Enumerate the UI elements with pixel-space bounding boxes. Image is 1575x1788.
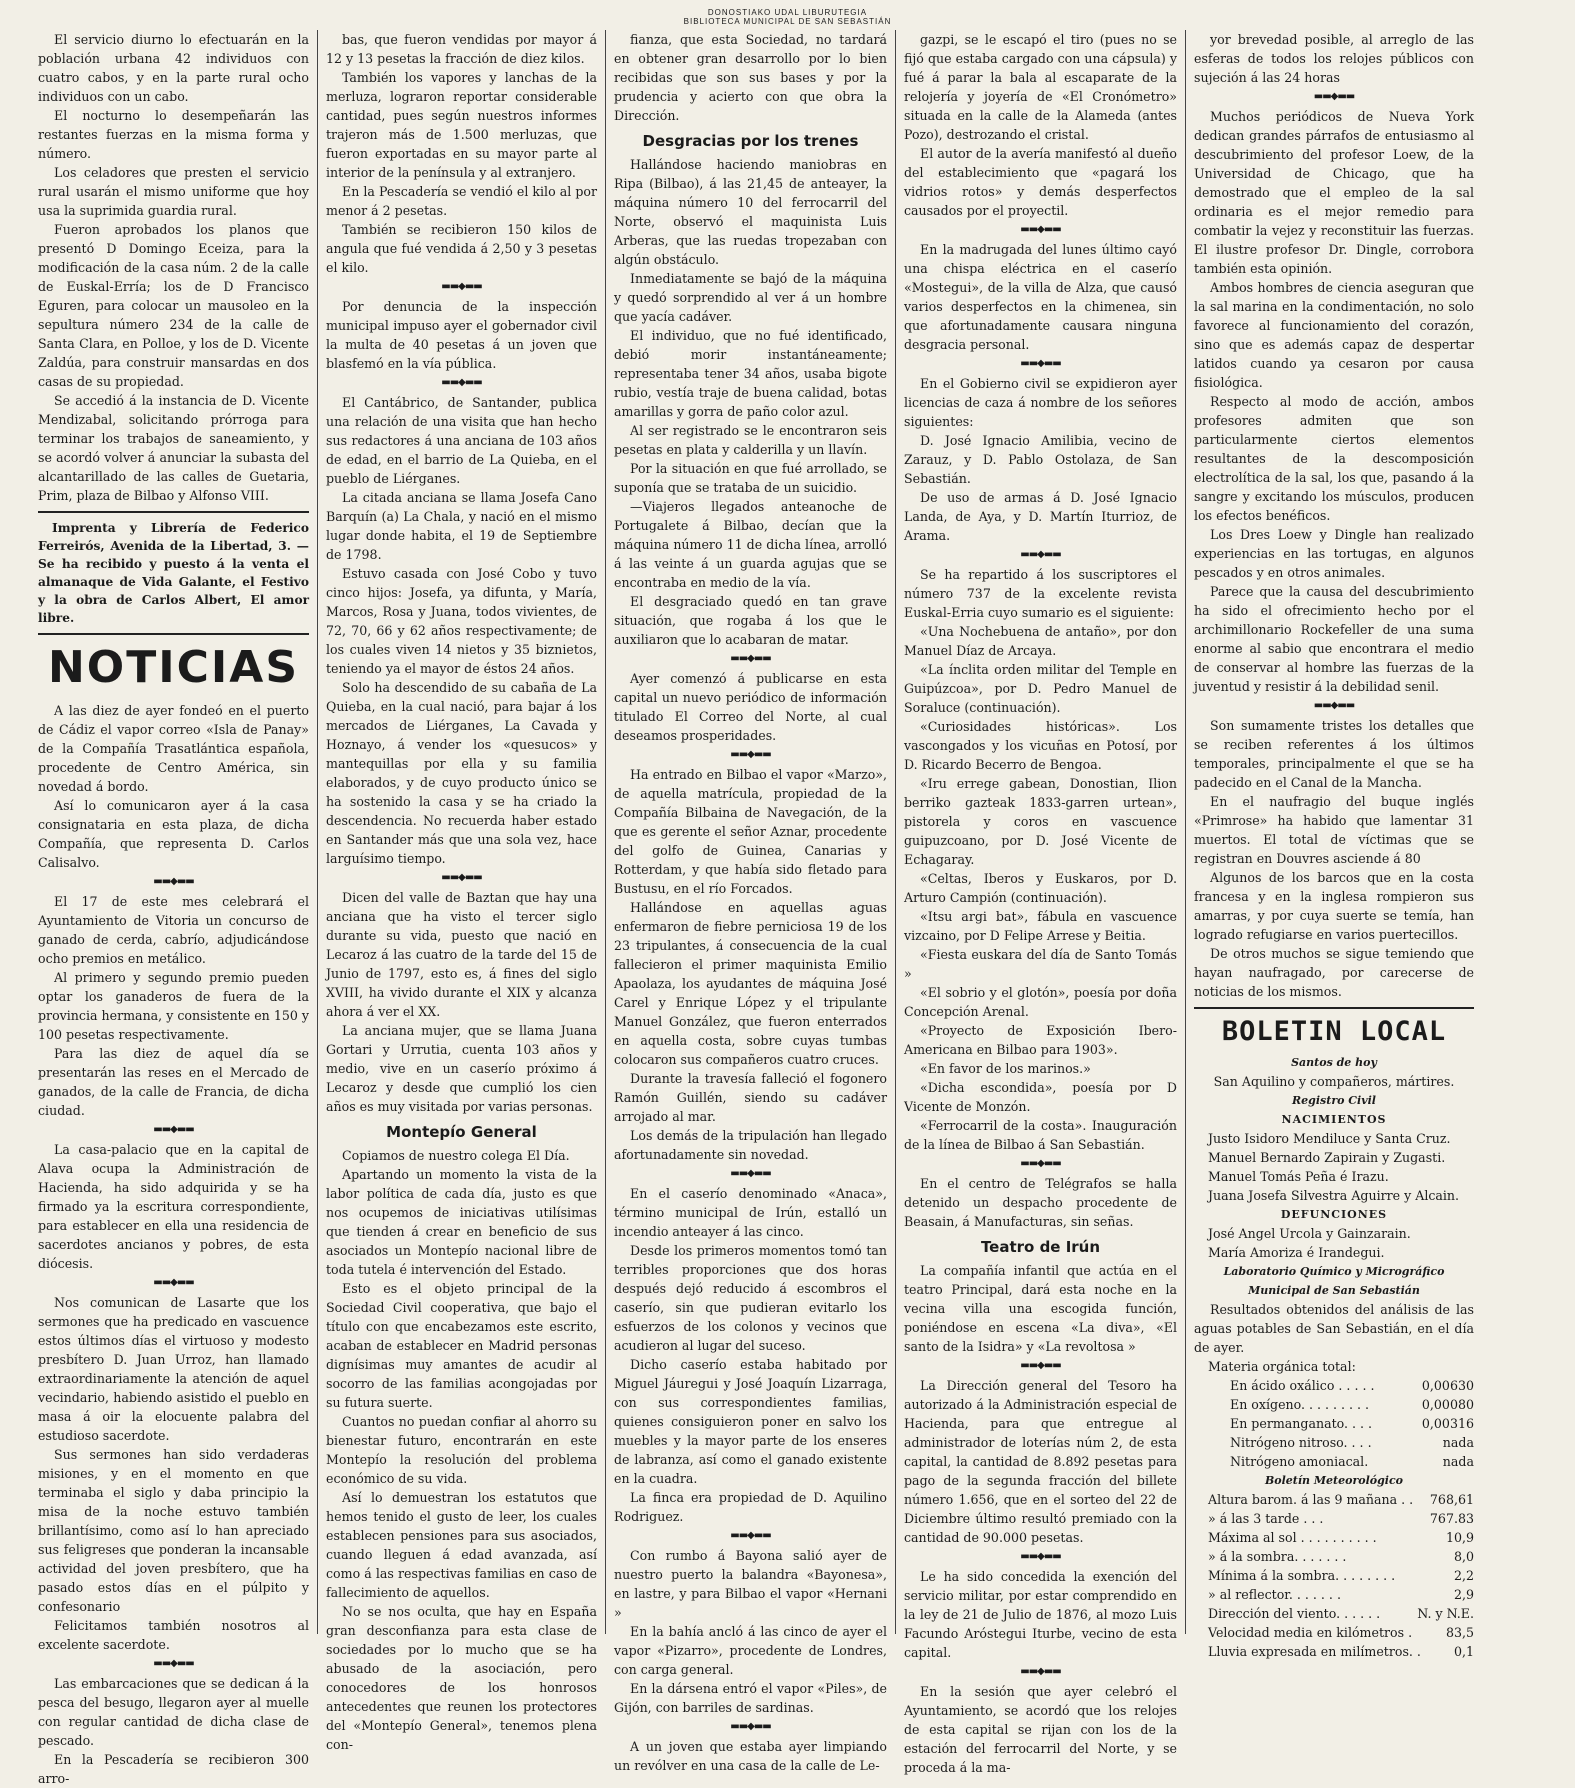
separator-ornament: ▬▬◆▬▬ <box>441 377 482 388</box>
paragraph: Son sumamente tristes los detalles que se reciben referentes á los últimos temporales, principalmente el que se ha padecido en el Canal de la Mancha. <box>1194 718 1474 790</box>
divider <box>1194 1007 1474 1009</box>
separator-ornament: ▬▬◆▬▬ <box>1020 1551 1061 1562</box>
separator-ornament: ▬▬◆▬▬ <box>441 281 482 292</box>
paragraph: En el Gobierno civil se expidieron ayer licencias de caza á nombre de los señores siguientes: <box>904 376 1177 429</box>
table-row <box>1194 1509 1474 1528</box>
paragraph: Hallándose en aquellas aguas enfermaron de fiebre perniciosa 19 de los 23 tripulantes, á consecuencia de la cual fallecieron el primer maquinista Emilio Apaolaza, los ayudantes de máquina José Carel y Enrique López y el tripulante Manuel González, que fueron enterrados en aquella costa, sobre cuyas tumbas colocaron sus compañeros cuatro cruces. <box>614 900 887 1067</box>
column-2 <box>318 30 606 1752</box>
paragraph: No se nos oculta, que hay en España gran desconfianza para esta clase de sociedades por lo mucho que se ha abusado de la asociación, pero conocedores de los honrosos antecedentes que reunen los protectores del «Montepío General», tenemos plena con- <box>326 1604 597 1752</box>
paragraph: Así lo comunicaron ayer á la casa consignataria en esta plaza, de dicha Compañía, que representa D. Carlos Calisalvo. <box>38 798 309 870</box>
paragraph: Por la situación en que fué arrollado, se suponía que se trataba de un suicidio. <box>614 461 887 495</box>
row-label: Máxima al sol . . . . . . . . . . <box>1208 1530 1377 1545</box>
paragraph: Fueron aprobados los planos que presentó D Domingo Eceiza, para la modificación de la casa núm. 2 de la calle de Euskal-Erría; los de D Francisco Eguren, para colocar un mausoleo en la sepultura número 234 de la calle de Santa Clara, en Polloe, y los de D. Vicente Zaldúa, para construir mansardas en dos casas de su propiedad. <box>38 222 309 389</box>
paragraph: Muchos periódicos de Nueva York dedican grandes párrafos de entusiasmo al descubrimiento del profesor Loew, de la Universidad de Chicago, que ha demostrado que el empleo de la sal ordinaria es el mejor remedio para combatir la vejez y reconstituir las fuerzas. El ilustre profesor Dr. Dingle, corrobora también esta opinión. <box>1194 109 1474 276</box>
column-4 <box>896 30 1186 1775</box>
section-heading-montepio: Montepío General <box>386 1123 537 1141</box>
paragraph: El individuo, que no fué identificado, debió morir instantáneamente; representaba tener 34 años, usaba bigote rubio, vestía traje de buena calidad, botas amarillas y gorra de paño color azul. <box>614 328 887 419</box>
row-label: » á la sombra. . . . . . . <box>1208 1549 1347 1564</box>
paragraph: fianza, que esta Sociedad, no tardará en obtener gran desarrollo por lo bien recibidas que son sus bases y por la prudencia y acierto con que obra la Dirección. <box>614 32 887 123</box>
paragraph: Dicho caserío estaba habitado por Miguel Jáuregui y José Joaquín Lizarraga, con sus correspondientes familias, quienes consiguieron poner en salvo los muebles y la mayor parte de los enseres de labranza, así como el ganado existente en la cuadra. <box>614 1357 887 1486</box>
table-row <box>1194 1566 1474 1585</box>
row-value: 2,9 <box>1453 1587 1474 1602</box>
subheading-laboratorio: Laboratorio Químico y Micrográfico Municipal de San Sebastián <box>1223 1265 1445 1297</box>
paragraph: Desde los primeros momentos tomó tan terribles proporciones que dos horas después dejó reducido á escombros el caserío, sin que pudieran evitarlo los esfuerzos de los colonos y vecinos que acudieron al lugar del suceso. <box>614 1243 887 1353</box>
table-row <box>1194 1547 1474 1566</box>
paragraph: En la dársena entró el vapor «Piles», de Gijón, con barriles de sardinas. <box>614 1681 887 1715</box>
paragraph: «Fiesta euskara del día de Santo Tomás » <box>904 947 1177 981</box>
separator-ornament: ▬▬◆▬▬ <box>1020 358 1061 369</box>
paragraph: Inmediatamente se bajó de la máquina y quedó sorprendido al ver á un hombre que yacía cadáver. <box>614 271 887 324</box>
paragraph: Estuvo casada con José Cobo y tuvo cinco hijos: Josefa, ya difunta, y María, Marcos, Rosa y Juana, todos vivientes, de 72, 70, 66 y 62 años respectivamente; de los cuales viven 14 nietos y 35 biznietos, teniendo ya el mayor de éstos 24 años. <box>326 566 597 676</box>
paragraph: Cuantos no puedan confiar al ahorro su bienestar futuro, encontrarán en este Montepío la resolución del problema económico de su vida. <box>326 1414 597 1486</box>
paragraph: Esto es el objeto principal de la Sociedad Civil cooperativa, que bajo el título con que encabezamos este escrito, acaban de establecer en Madrid personas dignísimas muy amantes de acudir al socorro de las familias acongojadas por su futura suerte. <box>326 1281 597 1410</box>
paragraph: «La ínclita orden militar del Temple en Guipúzcoa», por D. Pedro Manuel de Soraluce (continuación). <box>904 662 1177 715</box>
row-label: » al reflector. . . . . . . <box>1208 1587 1341 1602</box>
paragraph: El servicio diurno lo efectuarán en la población urbana 42 individuos con cuatro cabos, y en la parte rural ocho individuos con un cabo. <box>38 32 309 104</box>
paragraph: Al ser registrado se le encontraron seis pesetas en plata y calderilla y un llavín. <box>614 423 887 457</box>
row-label: Velocidad media en kilómetros . <box>1208 1625 1413 1640</box>
row-value: nada <box>1442 1435 1474 1450</box>
row-label: En ácido oxálico . . . . . <box>1230 1378 1375 1393</box>
paragraph: Durante la travesía falleció el fogonero Ramón Guillén, siendo su cadáver arrojado al mar. <box>614 1071 887 1124</box>
separator-ornament: ▬▬◆▬▬ <box>153 1658 194 1669</box>
subheading-nacimientos: NACIMIENTOS <box>1281 1113 1387 1126</box>
paragraph: Al primero y segundo premio pueden optar los ganaderos de fuera de la provincia hermana, y consistente en 150 y 100 pesetas respectivamente. <box>38 970 309 1042</box>
row-label: Altura barom. á las 9 mañana . . <box>1208 1492 1414 1507</box>
row-value: 0,00316 <box>1421 1416 1474 1431</box>
paragraph: Ha entrado en Bilbao el vapor «Marzo», de aquella matrícula, propiedad de la Compañía Bilbaina de Navegación, de la que es gerente el señor Aznar, procedente del golfo de Guinea, Canarias y Rotterdam, y que había sido fletado para Bustusu, en el río Forcados. <box>614 767 887 896</box>
paragraph: «En favor de los marinos.» <box>920 1061 1091 1076</box>
separator-ornament: ▬▬◆▬▬ <box>441 872 482 883</box>
separator-ornament: ▬▬◆▬▬ <box>1020 1666 1061 1677</box>
paragraph: En el caserío denominado «Anaca», término municipal de Irún, estalló un incendio anteayer á las cinco. <box>614 1186 887 1239</box>
paragraph: Con rumbo á Bayona salió ayer de nuestro puerto la balandra «Bayonesa», en lastre, y para Bilbao el vapor «Hernani » <box>614 1548 887 1620</box>
paragraph: Parece que la causa del descubrimiento ha sido el ofrecimiento hecho por el archimillonario Rockefeller de una suma enorme al sabio que encontrara el medio de conservar al hombre las fuerzas de la juventud y resistir á la debilidad senil. <box>1194 584 1474 694</box>
paragraph: Nos comunican de Lasarte que los sermones que ha predicado en vascuence estos últimos días el virtuoso y modesto presbítero D. Juan Urroz, han llamado extraordinariamente la atención de aquel vecindario, habiendo asistido el pueblo en masa á oir la elocuente palabra del estudioso sacerdote. <box>38 1295 309 1443</box>
paragraph: Se accedió á la instancia de D. Vicente Mendizabal, solicitando prórroga para terminar los trabajos de saneamiento, y se acordó volver á anunciar la subasta del alcantarillado de las calles de Guetaria, Prim, plaza de Bilbao y Alfonso VIII. <box>38 393 309 503</box>
list-item: Juana Josefa Silvestra Aguirre y Alcain. <box>1208 1188 1460 1203</box>
paragraph: Los demás de la tripulación han llegado afortunadamente sin novedad. <box>614 1128 887 1162</box>
paragraph: Algunos de los barcos que en la costa francesa y en la inglesa rompieron sus amarras, y por cuya suerte se temía, han logrado refugiarse en varios puertecillos. <box>1194 870 1474 942</box>
subheading-defunciones: DEFUNCIONES <box>1280 1208 1388 1221</box>
paragraph: «Dicha escondida», poesía por D Vicente de Monzón. <box>904 1080 1177 1114</box>
paragraph: Dicen del valle de Baztan que hay una anciana que ha visto el tercer siglo durante su vida, puesto que nació en Lecaroz á las cuatro de la tarde del 15 de Junio de 1797, esto es, á fines del siglo XVIII, ha vivido durante el XIX y alcanza ahora á ver el XX. <box>326 890 597 1019</box>
table-row <box>1194 1376 1474 1395</box>
paragraph: En la Pescadería se vendió el kilo al por menor á 2 pesetas. <box>326 184 597 218</box>
paragraph: Respecto al modo de acción, ambos profesores admiten que son particularmente ciertos elementos resultantes de la descomposición electrolítica de la sal, los que, pasando á la sangre y excitando los músculos, producen los efectos benéficos. <box>1194 394 1474 523</box>
paragraph: Felicitamos también nosotros al excelente sacerdote. <box>38 1618 309 1652</box>
paragraph: Se ha repartido á los suscriptores el número 737 de la excelente revista Euskal-Erria cuyo sumario es el siguiente: <box>904 567 1177 620</box>
paragraph: En la bahía ancló á las cinco de ayer el vapor «Pizarro», procedente de Londres, con carga general. <box>614 1624 887 1677</box>
paragraph: yor brevedad posible, al arreglo de las esferas de todos los relojes públicos con sujeción á las 24 horas <box>1194 32 1474 85</box>
paragraph: Hallándose haciendo maniobras en Ripa (Bilbao), á las 21,45 de anteayer, la máquina número 10 del ferrocarril del Norte, observó el maquinista Luis Arberas, que las ruedas tropezaban con algún obstáculo. <box>614 157 887 267</box>
column-3 <box>606 30 896 1773</box>
table-row <box>1194 1433 1474 1452</box>
divider <box>38 633 309 635</box>
section-heading-boletin-local: BOLETIN LOCAL <box>1221 1016 1447 1047</box>
paragraph: En el naufragio del buque inglés «Primrose» ha habido que lamentar 31 muertos. El total de víctimas que se registran en Douvres asciende á 80 <box>1194 794 1474 866</box>
separator-ornament: ▬▬◆▬▬ <box>153 1124 194 1135</box>
paragraph: En la sesión que ayer celebró el Ayuntamiento, se acordó que los relojes de esta capital se rijan con los de la estación del ferrocarril del Norte, y se proceda á la ma- <box>904 1684 1177 1775</box>
paragraph: «El sobrio y el glotón», poesía por doña Concepción Arenal. <box>904 985 1177 1019</box>
separator-ornament: ▬▬◆▬▬ <box>153 876 194 887</box>
paragraph: En la Pescadería se recibieron 300 arro- <box>38 1752 309 1786</box>
separator-ornament: ▬▬◆▬▬ <box>1313 700 1355 711</box>
paragraph: «Itsu argi bat», fábula en vascuence vizcaino, por D Felipe Arrese y Beitia. <box>904 909 1177 943</box>
columns <box>30 30 1557 1786</box>
row-label: Mínima á la sombra. . . . . . . . <box>1208 1568 1396 1583</box>
paragraph: Así lo demuestran los estatutos que hemos tenido el gusto de leer, los cuales establecen pensiones para sus asociados, cuando lleguen á edad avanzada, así como á las respectivas familias en caso de fallecimiento de aquellos. <box>326 1490 597 1600</box>
paragraph: gazpi, se le escapó el tiro (pues no se fijó que estaba cargado con una cápsula) y fué á parar la bala al escaparate de la relojería y joyería de «El Cronómetro» situada en la calle de la Alameda (antes Pozo), destrozando el cristal. <box>904 32 1177 142</box>
masthead <box>18 8 1557 26</box>
table-row <box>1194 1623 1474 1642</box>
row-label: Dirección del viento. . . . . . <box>1208 1606 1381 1621</box>
row-value: 0,00080 <box>1421 1397 1474 1412</box>
paragraph: De uso de armas á D. José Ignacio Landa, de Aya, y D. Martín Iturrioz, de Arama. <box>904 490 1177 543</box>
separator-ornament: ▬▬◆▬▬ <box>730 653 771 664</box>
paragraph: Solo ha descendido de su cabaña de La Quieba, en la cual nació, para bajar á los mercados de Liérganes, La Cavada y Hoznayo, á vender los «quesucos» y mantequillas por ella y su familia elaborados, y de cuyo producto único se ha sostenido la casa y se ha criado la descendencia. No recuerda haber estado en Santander más que una sola vez, hace larguísimo tiempo. <box>326 680 597 866</box>
table-row <box>1194 1490 1474 1509</box>
separator-ornament: ▬▬◆▬▬ <box>730 1530 771 1541</box>
row-label: Nitrógeno amoniacal. <box>1230 1454 1369 1469</box>
row-value: nada <box>1442 1454 1474 1469</box>
paragraph: De otros muchos se sigue temiendo que hayan naufragado, por carecerse de noticias de los mismos. <box>1194 946 1474 999</box>
separator-ornament: ▬▬◆▬▬ <box>1020 549 1061 560</box>
row-label: Nitrógeno nitroso. . . . <box>1230 1435 1372 1450</box>
paragraph: «Una Nochebuena de antaño», por don Manuel Díaz de Arcaya. <box>904 624 1177 658</box>
paragraph: El autor de la avería manifestó al dueño del establecimiento que «pagará los vidrios rotos» y demás desperfectos causados por el proyectil. <box>904 146 1177 218</box>
paragraph: Para las diez de aquel día se presentarán las reses en el Mercado de ganados, de la calle de Francia, de dicha ciudad. <box>38 1046 309 1118</box>
paragraph: Los celadores que presten el servicio rural usarán el mismo uniforme que hoy usa la suprimida guardia rural. <box>38 165 309 218</box>
paragraph: La Dirección general del Tesoro ha autorizado á la Administración especial de Hacienda, para que entregue al administrador de loterías núm 2, de esta capital, la cantidad de 8.892 pesetas para pago de la segunda fracción del billete número 1.656, que en el sorteo del 22 de Diciembre último resultó premiado con la cantidad de 90.000 pesetas. <box>904 1378 1177 1545</box>
section-heading-teatro: Teatro de Irún <box>980 1238 1101 1256</box>
table-row <box>1194 1395 1474 1414</box>
paragraph: Apartando un momento la vista de la labor política de cada día, justo es que nos ocupemos de iniciativas utilísimas que tienden á crear en beneficio de sus asociados un Montepío nacional libre de toda tutela é intervención del Estado. <box>326 1167 597 1277</box>
paragraph: El desgraciado quedó en tan grave situación, que rogaba á los que le auxiliaron que lo acabaran de matar. <box>614 594 887 647</box>
row-label: En oxígeno. . . . . . . . . <box>1230 1397 1370 1412</box>
separator-ornament: ▬▬◆▬▬ <box>1020 1158 1061 1169</box>
paragraph: La anciana mujer, que se llama Juana Gortari y Urrutia, cuenta 103 años y medio, vive en un caserío próximo á Lecaroz y desde que cumplió los cien años es muy visitada por varias personas. <box>326 1023 597 1114</box>
separator-ornament: ▬▬◆▬▬ <box>1020 1360 1061 1371</box>
paragraph: «Celtas, Iberos y Euskaros, por D. Arturo Campión (continuación). <box>904 871 1177 905</box>
paragraph: En el centro de Telégrafos se halla detenido un despacho procedente de Beasain, á Manufacturas, sin señas. <box>904 1176 1177 1229</box>
paragraph: La finca era propiedad de D. Aquilino Rodriguez. <box>614 1490 887 1524</box>
paragraph: Resultados obtenidos del análisis de las aguas potables de San Sebastián, en el día de ayer. <box>1194 1302 1474 1355</box>
paragraph: En la madrugada del lunes último cayó una chispa eléctrica en el caserío «Mostegui», de la villa de Alza, que causó varios desperfectos en la chimenea, sin que afortunadamente causara ninguna desgracia personal. <box>904 242 1177 352</box>
row-value: 768,61 <box>1429 1492 1474 1507</box>
paragraph: Copiamos de nuestro colega El Día. <box>342 1148 570 1163</box>
paragraph: Ambos hombres de ciencia aseguran que la sal marina en la condimentación, no solo favorece al funcionamiento del corazón, sino que es además capaz de despertar latidos cuando ya cesaron por causa fisiológica. <box>1194 280 1474 390</box>
separator-ornament: ▬▬◆▬▬ <box>1313 91 1355 102</box>
separator-ornament: ▬▬◆▬▬ <box>153 1277 194 1288</box>
list-item: Manuel Bernardo Zapirain y Zugasti. <box>1208 1150 1446 1165</box>
divider <box>38 511 309 513</box>
paragraph: «Ferrocarril de la costa». Inauguración de la línea de Bilbao á San Sebastián. <box>904 1118 1177 1152</box>
paragraph: Sus sermones han sido verdaderas misiones, y en el momento en que terminaba el siglo y daba principio la misa de la noche estuvo también brillantísimo, como así lo han apreciado sus feligreses que ponderan la incansable actividad del joven presbítero, que ha pasado estos días en el púlpito y confesonario <box>38 1447 309 1614</box>
separator-ornament: ▬▬◆▬▬ <box>730 749 771 760</box>
subheading-santos: Santos de hoy <box>1291 1056 1377 1069</box>
subheading-meteorologico: Boletín Meteorológico <box>1264 1474 1404 1487</box>
section-heading-noticias: NOTICIAS <box>47 642 300 693</box>
paragraph: La citada anciana se llama Josefa Cano Barquín (a) La Chala, y nació en el mismo lugar donde habita, el 19 de Septiembre de 1798. <box>326 490 597 562</box>
paragraph: La casa-palacio que en la capital de Alava ocupa la Administración de Hacienda, ha sido adquirida y se ha firmado ya la escritura correspondiente, para establecer en ella una residencia de sacerdotes ancianos y pobres, de esta diócesis. <box>38 1142 309 1271</box>
table-row <box>1194 1414 1474 1433</box>
paragraph: «Curiosidades históricas». Los vascongados y los vicuñas en Potosí, por D. Ricardo Becerro de Bengoa. <box>904 719 1177 772</box>
paragraph: El 17 de este mes celebrará el Ayuntamiento de Vitoria un concurso de ganado de cerda, cabrío, adjudicándose ocho premios en metálico. <box>38 894 309 966</box>
list-item: María Amoriza é Irandegui. <box>1208 1245 1385 1260</box>
masthead-line-1: DONOSTIAKO UDAL LIBURUTEGIA <box>707 8 868 17</box>
paragraph: Le ha sido concedida la exención del servicio militar, por estar comprendido en la ley de 21 de Julio de 1876, al mozo Luis Facundo Aróstegui Iturbe, vecino de esta capital. <box>904 1569 1177 1660</box>
paragraph: El nocturno lo desempeñarán las restantes fuerzas en la misma forma y número. <box>38 108 309 161</box>
materia-label: Materia orgánica total: <box>1208 1359 1356 1374</box>
paragraph: La compañía infantil que actúa en el teatro Principal, dará esta noche en la vecina villa una escogida función, poniéndose en escena «La diva», «El santo de la Isidra» y «La revoltosa » <box>904 1263 1177 1354</box>
masthead-line-2: BIBLIOTECA MUNICIPAL DE SAN SEBASTIÁN <box>683 17 892 26</box>
row-value: 0,1 <box>1453 1644 1474 1659</box>
row-value: 8,0 <box>1453 1549 1474 1564</box>
column-5 <box>1186 30 1482 1659</box>
santos-text: San Aquilino y compañeros, mártires. <box>1213 1074 1455 1089</box>
paragraph: A las diez de ayer fondeó en el puerto de Cádiz el vapor correo «Isla de Panay» de la Compañía Trasatlántica española, procedente de Centro América, sin novedad á bordo. <box>38 703 309 794</box>
row-value: 83,5 <box>1445 1625 1474 1640</box>
separator-ornament: ▬▬◆▬▬ <box>730 1721 771 1732</box>
section-heading-desgracias: Desgracias por los trenes <box>642 132 859 150</box>
row-value: 0,00630 <box>1421 1378 1474 1393</box>
paragraph: D. José Ignacio Amilibia, vecino de Zarauz, y D. Pablo Ostolaza, de San Sebastián. <box>904 433 1177 486</box>
paragraph: bas, que fueron vendidas por mayor á 12 y 13 pesetas la fracción de diez kilos. <box>326 32 597 66</box>
row-value: 2,2 <box>1453 1568 1474 1583</box>
list-item: Manuel Tomás Peña é Irazu. <box>1208 1169 1389 1184</box>
paragraph: A un joven que estaba ayer limpiando un revólver en una casa de la calle de Le- <box>614 1739 887 1773</box>
paragraph: —Viajeros llegados anteanoche de Portugalete á Bilbao, decían que la máquina número 11 de dicha línea, arrolló á las veinte á un guarda agujas que se encontraba en medio de la vía. <box>614 499 887 590</box>
list-item: José Angel Urcola y Gainzarain. <box>1208 1226 1411 1241</box>
paragraph: Los Dres Loew y Dingle han realizado experiencias en las tortugas, en algunos pescados y en otros animales. <box>1194 527 1474 580</box>
list-item: Justo Isidoro Mendiluce y Santa Cruz. <box>1208 1131 1451 1146</box>
table-row <box>1194 1585 1474 1604</box>
paragraph: También los vapores y lanchas de la merluza, lograron reportar considerable cantidad, pues según nuestros informes trajeron más de 1.500 merluzas, que fueron exportadas en su mayor parte al interior de la península y al extranjero. <box>326 70 597 180</box>
paragraph: El Cantábrico, de Santander, publica una relación de una visita que han hecho sus redactores á una anciana de 103 años de edad, en el barrio de La Quieba, en el pueblo de Liérganes. <box>326 395 597 486</box>
table-row <box>1194 1528 1474 1547</box>
paragraph: También se recibieron 150 kilos de angula que fué vendida á 2,50 y 3 pesetas el kilo. <box>326 222 597 275</box>
row-label: » á las 3 tarde . . . <box>1208 1511 1324 1526</box>
paragraph: «Proyecto de Exposición Ibero-Americana en Bilbao para 1903». <box>904 1023 1177 1057</box>
separator-ornament: ▬▬◆▬▬ <box>730 1168 771 1179</box>
paragraph: Por denuncia de la inspección municipal impuso ayer el gobernador civil la multa de 40 pesetas á un joven que blasfemó en la vía pública. <box>326 299 597 371</box>
table-row <box>1194 1452 1474 1471</box>
row-value: N. y N.E. <box>1417 1606 1474 1621</box>
column-1 <box>30 30 318 1786</box>
paragraph: Ayer comenzó á publicarse en esta capital un nuevo periódico de información titulado El Correo del Norte, al cual deseamos prosperidades. <box>614 671 887 743</box>
paragraph: «Iru errege gabean, Donostian, Ilion berriko gazteak 1833-garren urtean», pistorela y coros en vascuence guipuzcoano, por D. José Vicente de Echagaray. <box>904 776 1177 867</box>
advertisement: Imprenta y Librería de Federico Ferreirós, Avenida de la Libertad, 3. —Se ha recibido y puesto á la venta el almanaque de Vida Galante, el Festivo y la obra de Carlos Albert, El amor libre. <box>38 521 309 625</box>
paragraph: Las embarcaciones que se dedican á la pesca del besugo, llegaron ayer al muelle con regular cantidad de dicha clase de pescado. <box>38 1676 309 1748</box>
row-value: 10,9 <box>1445 1530 1474 1545</box>
table-row <box>1194 1642 1474 1661</box>
row-value: 767.83 <box>1429 1511 1474 1526</box>
subheading-registro-civil: Registro Civil <box>1292 1094 1376 1107</box>
table-row <box>1194 1604 1474 1623</box>
row-label: Lluvia expresada en milímetros. . <box>1208 1644 1421 1659</box>
row-label: En permanganato. . . . <box>1230 1416 1373 1431</box>
separator-ornament: ▬▬◆▬▬ <box>1020 224 1061 235</box>
